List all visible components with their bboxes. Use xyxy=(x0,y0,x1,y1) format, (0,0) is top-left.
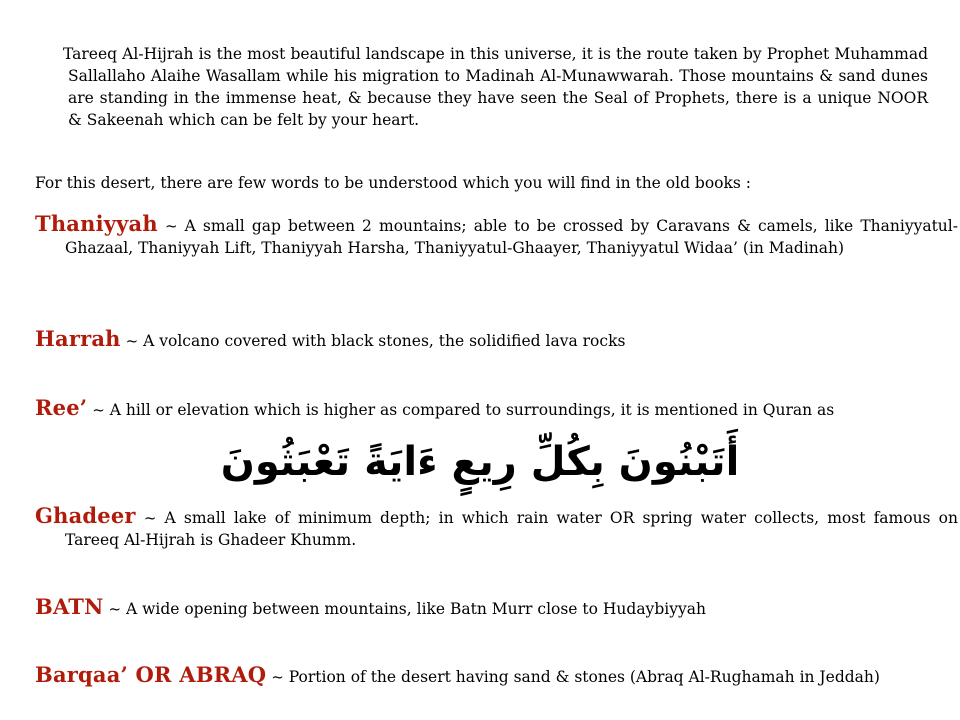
term-definition: Portion of the desert having sand & stones (Abraq Al-Rughamah in Jeddah) xyxy=(288,668,880,686)
term-title: Harrah xyxy=(35,326,121,351)
term-entry-ghadeer xyxy=(35,505,958,551)
term-definition: A small gap between 2 mountains; able to be crossed by Caravans & camels, like Thaniyyatul-Ghazaal, Thaniyyah Lift, Thaniyyah Harsha, Thaniyyatul-Ghaayer, Thaniyyatul Widaa’ (in Madinah) xyxy=(65,217,958,257)
term-definition: A small lake of minimum depth; in which rain water OR spring water collects, most famous on Tareeq Al-Hijrah is Ghadeer Khumm. xyxy=(65,509,958,549)
quran-verse: أَتَبْنُونَ بِكُلِّ رِيعٍ ءَايَةً تَعْبَثُونَ xyxy=(220,439,740,485)
term-title: Barqaa’ OR ABRAQ xyxy=(35,662,267,687)
term-separator: ~ xyxy=(108,600,122,618)
term-separator: ~ xyxy=(164,217,178,235)
term-title: BATN xyxy=(35,594,104,619)
term-entry-batn xyxy=(35,596,958,620)
intro-paragraph: Tareeq Al-Hijrah is the most beautiful landscape in this universe, it is the route taken by Prophet Muhammad Sallallaho Alaihe Wasallam while his migration to Madinah Al-Munawwarah. Those mountains & sand dunes are standing in the immense heat, & because they have seen the Seal of Prophets, there is a unique NOOR & Sakeenah which can be felt by your heart. xyxy=(63,44,928,129)
term-separator: ~ xyxy=(143,509,157,527)
term-separator: ~ xyxy=(271,668,284,686)
term-entry-thaniyyah xyxy=(35,213,958,259)
term-separator: ~ xyxy=(125,332,139,350)
lead-sentence: For this desert, there are few words to be understood which you will find in the old books : xyxy=(35,173,752,192)
term-definition: A volcano covered with black stones, the solidified lava rocks xyxy=(143,332,626,350)
term-entry-ree xyxy=(35,397,958,421)
term-title: Ghadeer xyxy=(35,503,136,528)
term-title: Ree’ xyxy=(35,395,88,420)
term-title: Thaniyyah xyxy=(35,211,158,236)
term-definition: A hill or elevation which is higher as compared to surroundings, it is mentioned in Quran as xyxy=(109,401,835,419)
term-definition: A wide opening between mountains, like Batn Murr close to Hudaybiyyah xyxy=(125,600,706,618)
term-entry-barqaa xyxy=(35,664,958,688)
term-entry-harrah xyxy=(35,328,958,352)
term-separator: ~ xyxy=(92,401,105,419)
